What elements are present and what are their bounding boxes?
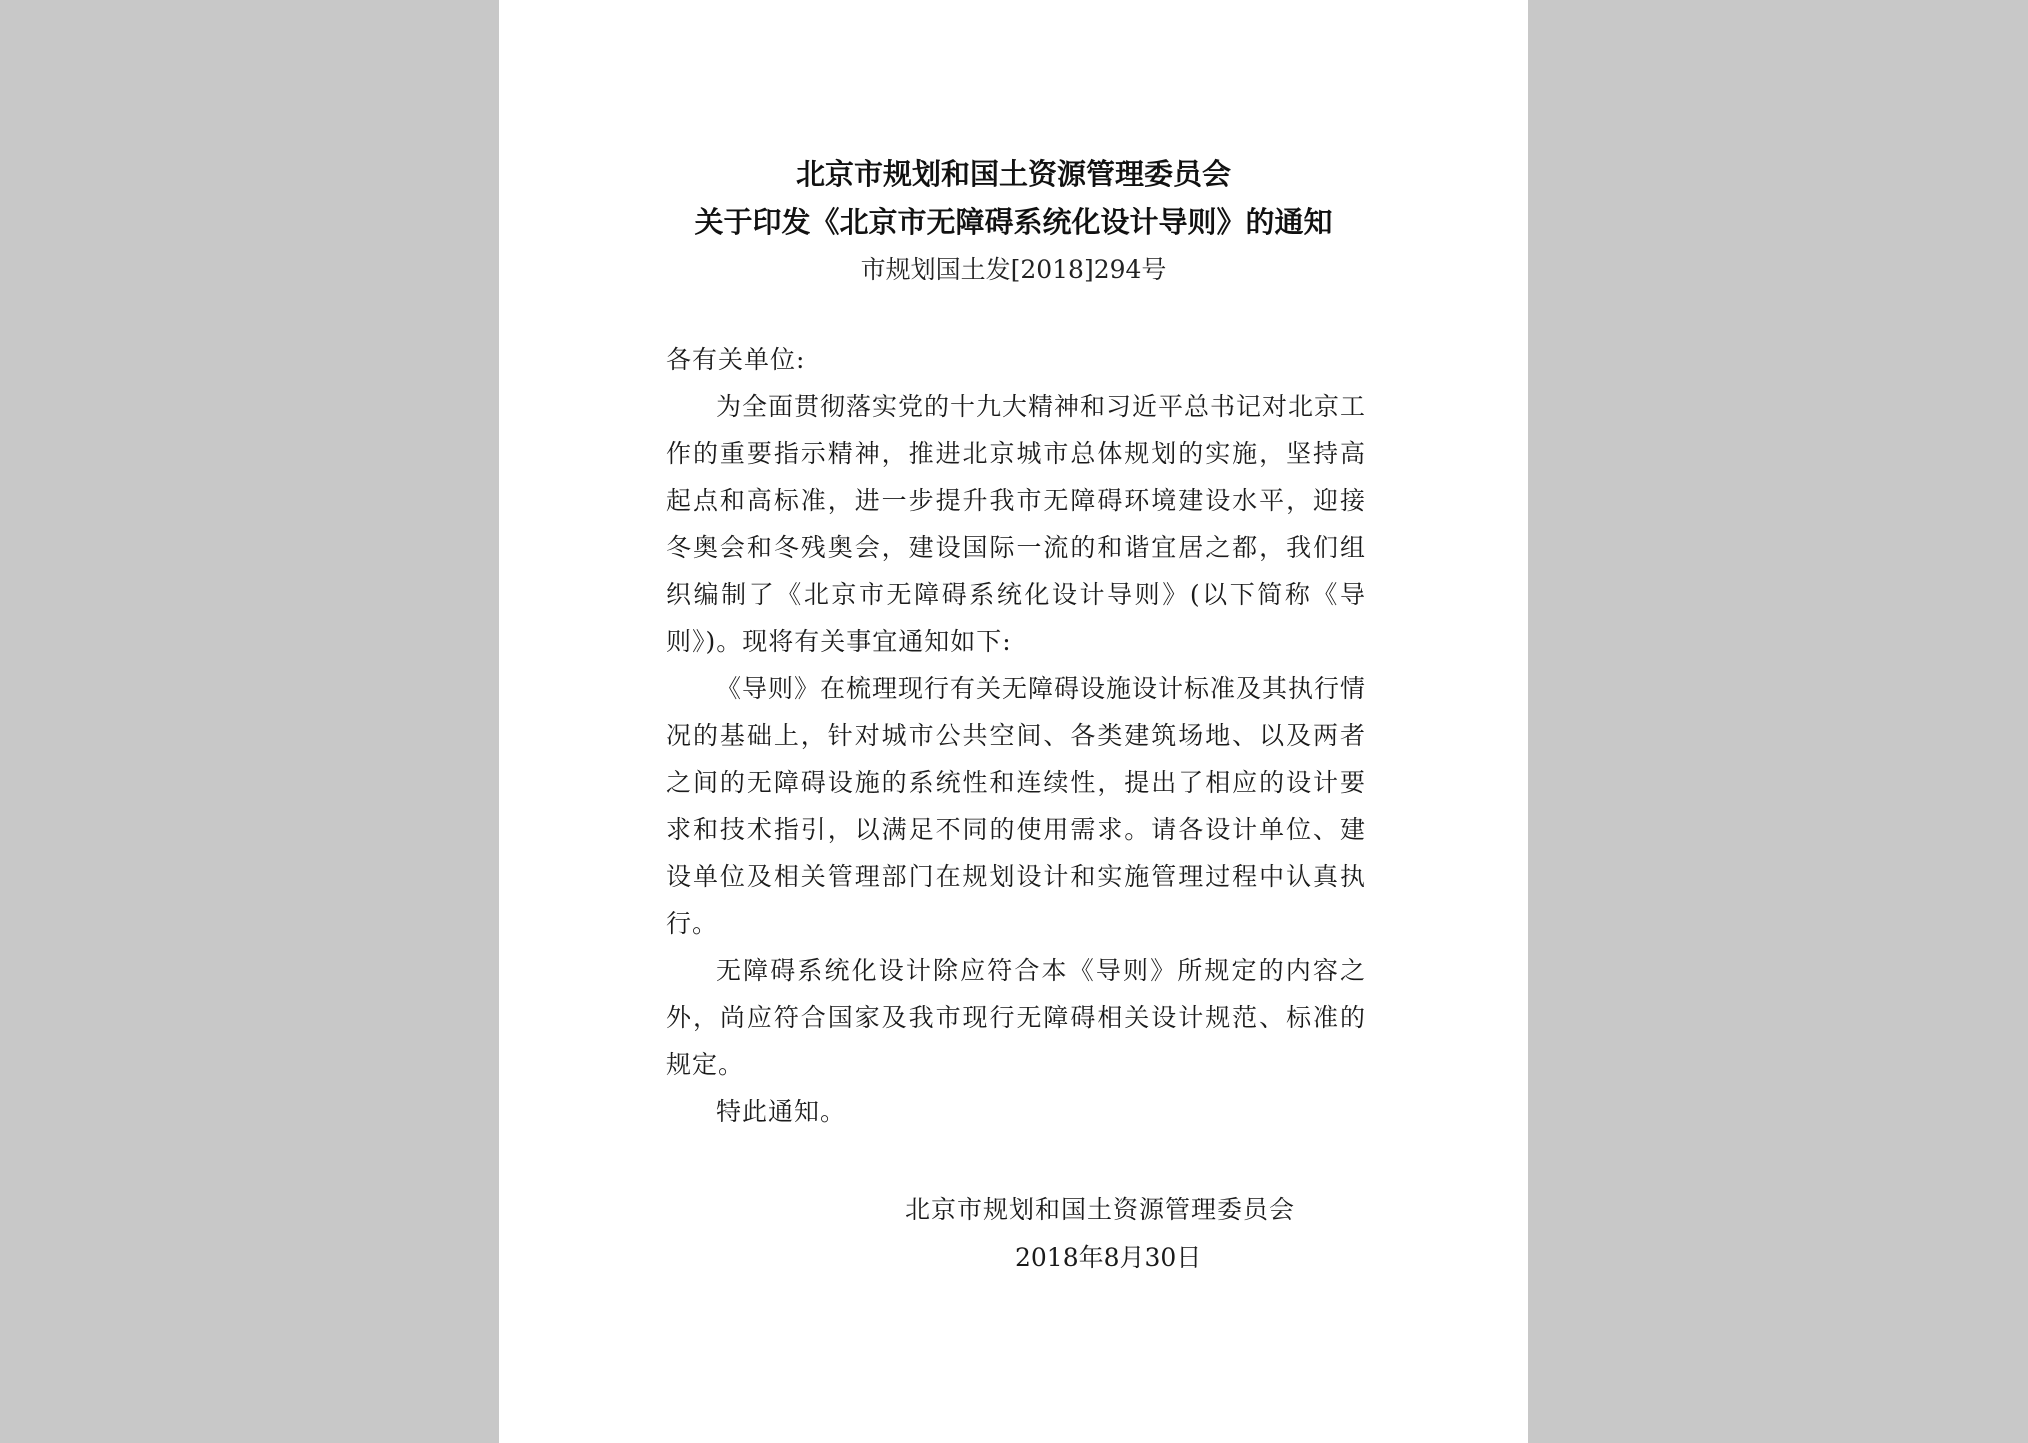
paragraph-2: 《导则》在梳理现行有关无障碍设施设计标准及其执行情况的基础上，针对城市公共空间、各类建筑场地、以及两者之间的无障碍设施的系统性和连续性，提出了相应的设计要求和技术指引，以满足不同的使用需求。请各设计单位、建设单位及相关管理部门在规划设计和实施管理过程中认真执行。	[666, 674, 1367, 938]
document-page	[499, 0, 1528, 1443]
paragraph-1: 为全面贯彻落实党的十九大精神和习近平总书记对北京工作的重要指示精神，推进北京城市总体规划的实施，坚持高起点和高标准，进一步提升我市无障碍环境建设水平，迎接冬奥会和冬残奥会，建设国际一流的和谐宜居之都，我们组织编制了《北京市无障碍系统化设计导则》(以下简称《导则》)。现将有关事宜通知如下:	[666, 392, 1367, 656]
paragraph-4: 特此通知。	[716, 1097, 847, 1126]
salutation: 各有关单位:	[666, 345, 806, 374]
body-paragraphs	[666, 383, 1366, 1135]
signature-organization: 北京市规划和国土资源管理委员会	[905, 1195, 1296, 1224]
document-title-line1: 北京市规划和国土资源管理委员会	[795, 157, 1231, 191]
paragraph-3: 无障碍系统化设计除应符合本《导则》所规定的内容之外，尚应符合国家及我市现行无障碍相关设计规范、标准的规定。	[666, 956, 1366, 1079]
signature-date: 2018年8月30日	[1015, 1243, 1202, 1272]
document-number: 市规划国土发[2018]294号	[860, 255, 1167, 284]
document-title-line2: 关于印发《北京市无障碍系统化设计导则》的通知	[694, 205, 1333, 239]
